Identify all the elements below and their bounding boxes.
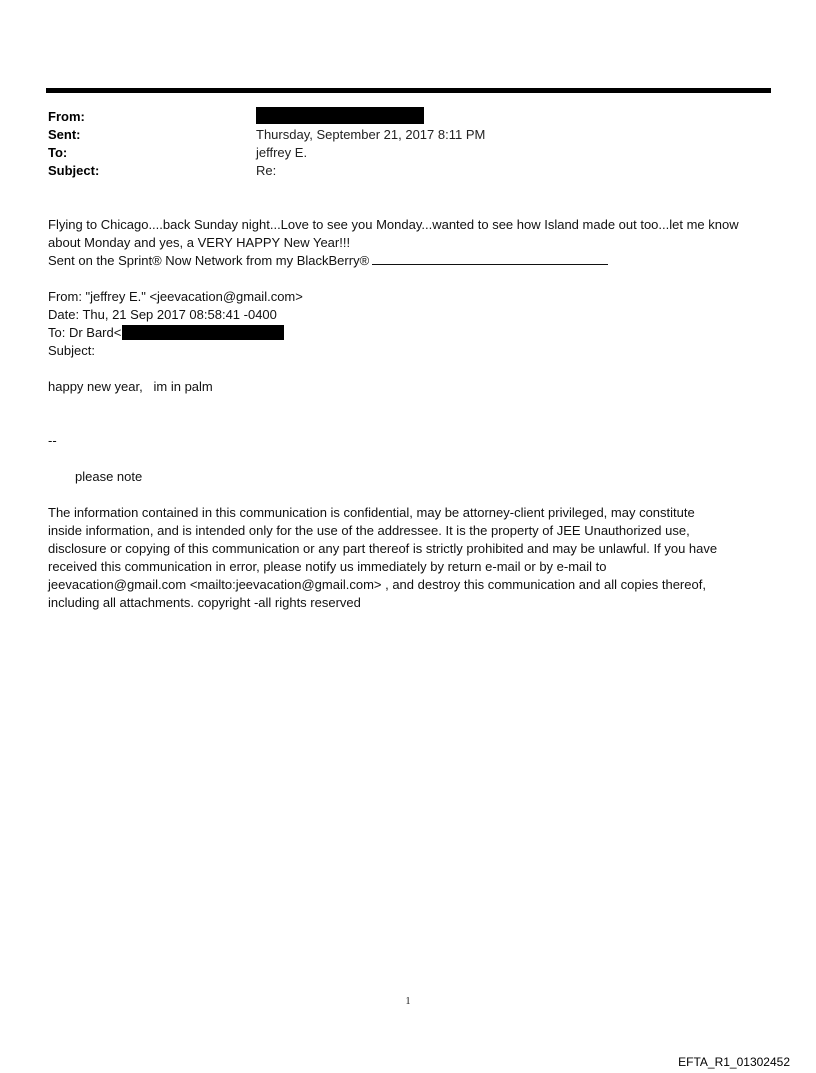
redaction-box xyxy=(122,325,284,340)
email-body xyxy=(48,216,773,612)
email-header xyxy=(48,108,768,180)
disclaimer-line-5: jeevacation@gmail.com <mailto:jeevacation@gmail.com> , and destroy this communication and all copies thereof, xyxy=(48,577,706,592)
quoted-to-line xyxy=(48,324,773,342)
sent-label: Sent: xyxy=(48,127,81,142)
subject-row xyxy=(48,162,768,180)
subject-value: Re: xyxy=(256,163,277,178)
disclaimer-line-1: The information contained in this communication is confidential, may be attorney-client privileged, may constitute xyxy=(48,505,695,520)
from-row xyxy=(48,108,768,126)
sent-row xyxy=(48,126,768,144)
to-row xyxy=(48,144,768,162)
page-number: 1 xyxy=(405,996,411,1007)
quoted-from: From: "jeffrey E." <jeevacation@gmail.com> xyxy=(48,289,303,304)
disclaimer-line-4: received this communication in error, please notify us immediately by return e-mail or by e-mail to xyxy=(48,559,607,574)
document-id: EFTA_R1_01302452 xyxy=(678,1055,790,1069)
subject-label: Subject: xyxy=(48,163,100,178)
reply-signature-line xyxy=(48,252,773,270)
reply-line-1: Flying to Chicago....back Sunday night...Love to see you Monday...wanted to see how Island made out too...let me know xyxy=(48,217,739,232)
reply-line-2: about Monday and yes, a VERY HAPPY New Year!!! xyxy=(48,235,351,250)
please-note: please note xyxy=(75,469,143,484)
signature-separator: -- xyxy=(48,433,57,448)
quoted-subject: Subject: xyxy=(48,343,95,358)
quoted-to: To: Dr Bard< xyxy=(48,325,122,340)
disclaimer-line-3: disclosure or copying of this communication or any part thereof is strictly prohibited and may be unlawful. If you have xyxy=(48,541,718,556)
quoted-date: Date: Thu, 21 Sep 2017 08:58:41 -0400 xyxy=(48,307,277,322)
sent-value: Thursday, September 21, 2017 8:11 PM xyxy=(256,127,486,142)
disclaimer-line-2: inside information, and is intended only for the use of the addressee. It is the property of JEE Unauthorized use, xyxy=(48,523,690,538)
signature-rule xyxy=(372,252,608,265)
from-value xyxy=(256,108,768,126)
to-label: To: xyxy=(48,145,68,160)
reply-signature: Sent on the Sprint® Now Network from my BlackBerry® xyxy=(48,253,370,268)
from-label: From: xyxy=(48,109,85,124)
disclaimer-line-6: including all attachments. copyright -all rights reserved xyxy=(48,595,361,610)
to-value: jeffrey E. xyxy=(256,145,308,160)
redaction-box xyxy=(256,107,424,124)
quoted-message: happy new year, im in palm xyxy=(48,379,213,394)
header-rule xyxy=(46,88,771,93)
